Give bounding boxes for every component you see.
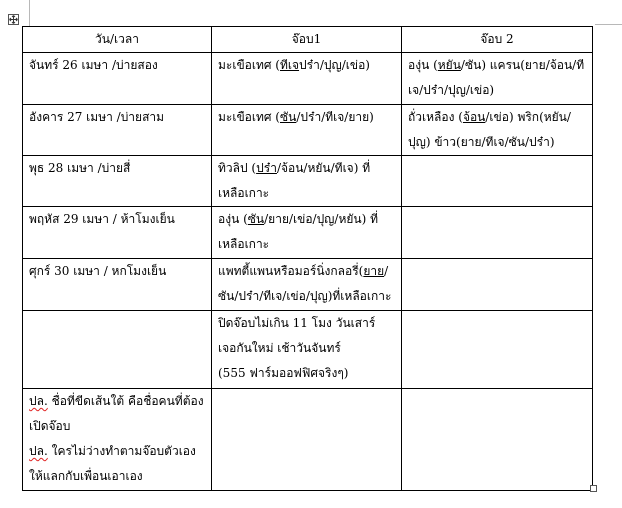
closing-note-line: (555 ฟาร์มออฟฟิศจริงๆ) [218, 366, 349, 380]
cell-text: /จ้อน/หยัน/ทีเจ) ที่ [276, 161, 371, 175]
schedule-table [22, 26, 593, 491]
row-job1-cell[interactable] [212, 156, 402, 207]
table-row [23, 389, 593, 491]
row-job2-cell[interactable] [402, 156, 593, 207]
header-day-time[interactable]: วัน/เวลา [23, 27, 212, 53]
ps-abbr: ปล. [29, 444, 48, 458]
row-job1-cell[interactable] [212, 207, 402, 259]
cell-text: /ปร๋า/ทีเจ/ยาย) [296, 110, 374, 124]
cell-text: ซัน/ปร๋า/ทีเจ/เข่อ/ปุญ)ที่เหลือเกาะ [218, 289, 392, 303]
row-job2-cell[interactable] [402, 207, 593, 259]
row-job1-cell[interactable] [212, 259, 402, 311]
closing-note-line: เจอกันใหม่ เช้าวันจันทร์ [218, 341, 341, 355]
ps-note-line [29, 439, 205, 464]
table-row [23, 207, 593, 259]
cell-text: องุ่น ( [408, 58, 438, 72]
opener-name: ซัน [247, 212, 265, 226]
row-job1-cell[interactable] [212, 53, 402, 105]
opener-name: หยัน [437, 58, 461, 72]
ps-note-line [29, 389, 205, 414]
cell-text: /เข่อ) พริก(หยัน/ [485, 110, 571, 124]
row-day-cell[interactable] [23, 311, 212, 389]
row-job2-cell[interactable] [402, 105, 593, 156]
row-job1-cell[interactable] [212, 105, 402, 156]
page-margin-marker-vertical [29, 0, 30, 26]
closing-note-cell[interactable] [212, 311, 402, 389]
cell-text: เหลือเกาะ [218, 186, 270, 200]
table-row [23, 105, 593, 156]
cell-text: เจ/ปร๋า/ปุญ/เข่อ) [408, 83, 495, 97]
row-job2-cell[interactable] [402, 259, 593, 311]
row-job1-cell[interactable] [212, 389, 402, 491]
opener-name: ปร๋า [256, 161, 277, 175]
ps-text: ชื่อที่ขีดเส้นใต้ คือชื่อคนที่ต้อง [47, 394, 204, 408]
closing-note-line: ปิดจ๊อบไม่เกิน 11 โมง วันเสาร์ [218, 316, 376, 330]
table-row [23, 53, 593, 105]
cell-text: /ยาย/เข่อ/ปุญ/หยัน) ที่ [264, 212, 379, 226]
ps-text: ใครไม่ว่างทำตามจ๊อบตัวเอง [47, 444, 196, 458]
ps-note-line: ให้แลกกับเพื่อนเอาเอง [29, 469, 143, 483]
cell-text: /ซัน) แครน(ยาย/จ้อน/ที [460, 58, 585, 72]
page-margin-marker-horizontal [595, 24, 622, 25]
cell-text: เหลือเกาะ [218, 237, 270, 251]
opener-name: ยาย [363, 264, 385, 278]
table-row [23, 311, 593, 389]
cell-text: ปุญ) ข้าว(ยาย/ทีเจ/ซัน/ปร๋า) [408, 135, 555, 149]
opener-name: จ้อน [462, 110, 486, 124]
cell-text: / [384, 264, 389, 278]
row-day-cell[interactable]: พฤหัส 29 เมษา / ห้าโมงเย็น [23, 207, 212, 259]
table-row [23, 259, 593, 311]
cell-text: แพทตี้แพนหรือมอร์นิ่งกลอรี่( [218, 264, 364, 278]
ps-abbr: ปล. [29, 394, 48, 408]
cell-text: ทิวลิป ( [218, 161, 257, 175]
opener-name: ซัน [280, 110, 297, 124]
cell-text: องุ่น ( [218, 212, 248, 226]
row-day-cell[interactable]: จันทร์ 26 เมษา /บ่ายสอง [23, 53, 212, 105]
cell-text: มะเขือเทศ ( [218, 58, 280, 72]
row-job2-cell[interactable] [402, 389, 593, 491]
cell-text: ถั่วเหลือง ( [408, 110, 463, 124]
cell-text: มะเขือเทศ ( [218, 110, 280, 124]
row-job2-cell[interactable] [402, 311, 593, 389]
header-job1[interactable]: จ๊อบ1 [212, 27, 402, 53]
row-job2-cell[interactable] [402, 53, 593, 105]
row-day-cell[interactable]: พุธ 28 เมษา /บ่ายสี่ [23, 156, 212, 207]
ps-note-line: เปิดจ๊อบ [29, 419, 71, 433]
header-job2[interactable]: จ๊อบ 2 [402, 27, 593, 53]
opener-name: ทีเจ [280, 58, 300, 72]
table-row [23, 156, 593, 207]
row-day-cell[interactable]: ศุกร์ 30 เมษา / หกโมงเย็น [23, 259, 212, 311]
table-header-row [23, 27, 593, 53]
cell-text: ปร๋า/ปุญ/เข่อ) [299, 58, 370, 72]
resize-square-icon[interactable] [590, 485, 597, 492]
row-day-cell[interactable]: อังคาร 27 เมษา /บ่ายสาม [23, 105, 212, 156]
move-arrows-icon[interactable] [8, 14, 19, 25]
ps-note-cell[interactable] [23, 389, 212, 491]
